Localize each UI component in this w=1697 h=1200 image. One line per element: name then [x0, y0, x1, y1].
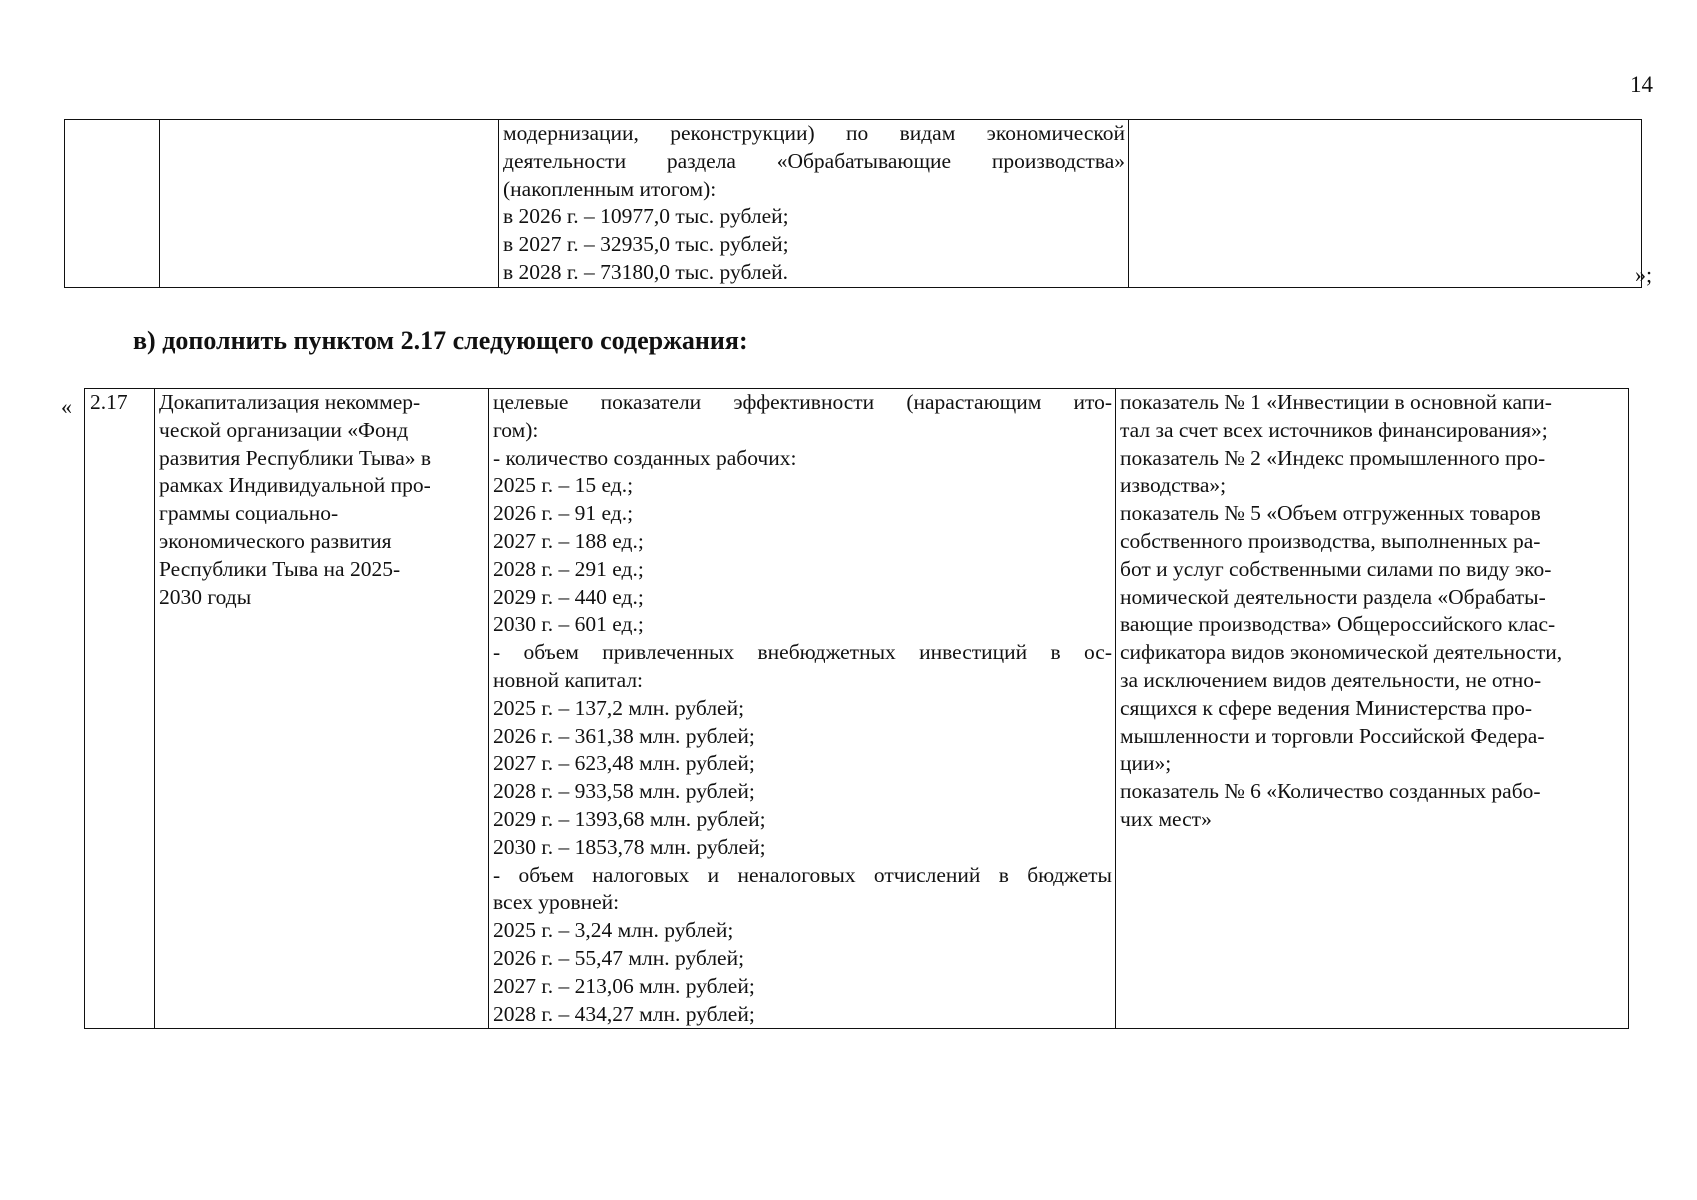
- section-heading: в) дополнить пунктом 2.17 следующего содержания:: [133, 326, 748, 355]
- text-line: 2027 г. – 213,06 млн. рублей;: [493, 973, 755, 998]
- text-line: мышленности и торговли Российской Федера-: [1120, 723, 1545, 748]
- text-line: вающие производства» Общероссийского клас-: [1120, 612, 1556, 637]
- text-line: показатель № 5 «Объем отгруженных товаров: [1120, 501, 1541, 526]
- text-line: 2029 г. – 1393,68 млн. рублей;: [493, 806, 766, 831]
- text-line: 2027 г. – 188 ед.;: [493, 528, 644, 553]
- text-line: граммы социально-: [159, 501, 339, 526]
- text-line: (накопленным итогом):: [503, 176, 717, 201]
- top-table-fragment: [64, 119, 1642, 288]
- item-2-17-table: [84, 388, 1629, 1029]
- table-row: [65, 120, 1642, 288]
- text-line: деятельности раздела «Обрабатывающие производства»: [503, 148, 1125, 173]
- text-line: гом):: [493, 417, 539, 442]
- text-line: 2025 г. – 137,2 млн. рублей;: [493, 695, 745, 720]
- cell-empty-notes: [1129, 120, 1642, 288]
- indicator-lines: [503, 120, 1125, 287]
- text-line: чих мест»: [1120, 806, 1212, 831]
- text-line: 2028 г. – 434,27 млн. рублей;: [493, 1001, 755, 1026]
- text-line: 2026 г. – 91 ед.;: [493, 501, 634, 526]
- text-line: Докапитализация некоммер-: [159, 390, 421, 414]
- cell-target-indicators: [489, 389, 1116, 1029]
- page-number: 14: [1630, 72, 1653, 97]
- cell-program-indicators: [1116, 389, 1629, 1029]
- text-line: в 2027 г. – 32935,0 тыс. рублей;: [503, 232, 789, 257]
- text-line: 2030 г. – 601 ед.;: [493, 612, 644, 637]
- text-line: за исключением видов деятельности, не отно-: [1120, 667, 1542, 692]
- text-line: 2029 г. – 440 ед.;: [493, 584, 644, 609]
- text-line: 2030 г. – 1853,78 млн. рублей;: [493, 834, 766, 859]
- text-line: 2025 г. – 15 ед.;: [493, 473, 634, 498]
- text-line: в 2028 г. – 73180,0 тыс. рублей.: [503, 259, 789, 284]
- text-line: 2026 г. – 361,38 млн. рублей;: [493, 723, 755, 748]
- text-line: в 2026 г. – 10977,0 тыс. рублей;: [503, 204, 789, 229]
- text-line: 2030 годы: [159, 584, 252, 609]
- text-line: показатель № 1 «Инвестиции в основной капи-: [1120, 390, 1552, 414]
- text-line: сящихся к сфере ведения Министерства про-: [1120, 695, 1532, 720]
- text-line: сификатора видов экономической деятельности,: [1120, 640, 1563, 665]
- text-line: новной капитал:: [493, 667, 644, 692]
- text-line: экономического развития: [159, 528, 392, 553]
- text-line: ции»;: [1120, 751, 1172, 776]
- text-line: рамках Индивидуальной про-: [159, 473, 431, 498]
- cell-item-name: [155, 389, 489, 1029]
- text-line: развития Республики Тыва» в: [159, 445, 432, 470]
- text-line: ческой организации «Фонд: [159, 417, 409, 442]
- program-indicator-lines: [1120, 389, 1625, 834]
- cell-indicator-continuation: [499, 120, 1129, 288]
- cell-empty-number: [65, 120, 160, 288]
- item-name-lines: [159, 389, 485, 611]
- opening-quote-mark: «: [61, 394, 72, 419]
- text-line: 2027 г. – 623,48 млн. рублей;: [493, 751, 755, 776]
- text-line: - количество созданных рабочих:: [493, 445, 797, 470]
- text-line: изводства»;: [1120, 473, 1227, 498]
- text-line: - объем налоговых и неналоговых отчислений в бюджеты: [493, 862, 1112, 887]
- text-line: целевые показатели эффективности (нарастающим ито-: [493, 390, 1112, 414]
- text-line: бот и услуг собственными силами по виду эко-: [1120, 556, 1552, 581]
- text-line: 2025 г. – 3,24 млн. рублей;: [493, 918, 734, 943]
- text-line: - объем привлеченных внебюджетных инвестиций в ос-: [493, 640, 1112, 665]
- text-line: 2026 г. – 55,47 млн. рублей;: [493, 945, 745, 970]
- text-line: всех уровней:: [493, 890, 620, 915]
- text-line: 2028 г. – 933,58 млн. рублей;: [493, 779, 755, 804]
- text-line: собственного производства, выполненных ра-: [1120, 528, 1541, 553]
- cell-empty-name: [160, 120, 499, 288]
- text-line: Республики Тыва на 2025-: [159, 556, 401, 581]
- closing-quote-mark: »;: [1635, 262, 1653, 287]
- table-row: [85, 389, 1629, 1029]
- text-line: тал за счет всех источников финансирования»;: [1120, 417, 1548, 442]
- cell-item-number: 2.17: [85, 389, 155, 1029]
- text-line: 2028 г. – 291 ед.;: [493, 556, 644, 581]
- target-indicator-lines: [493, 389, 1112, 1028]
- text-line: номической деятельности раздела «Обрабаты-: [1120, 584, 1546, 609]
- text-line: показатель № 6 «Количество созданных рабо-: [1120, 779, 1541, 804]
- text-line: модернизации, реконструкции) по видам экономической: [503, 121, 1125, 145]
- text-line: показатель № 2 «Индекс промышленного про-: [1120, 445, 1546, 470]
